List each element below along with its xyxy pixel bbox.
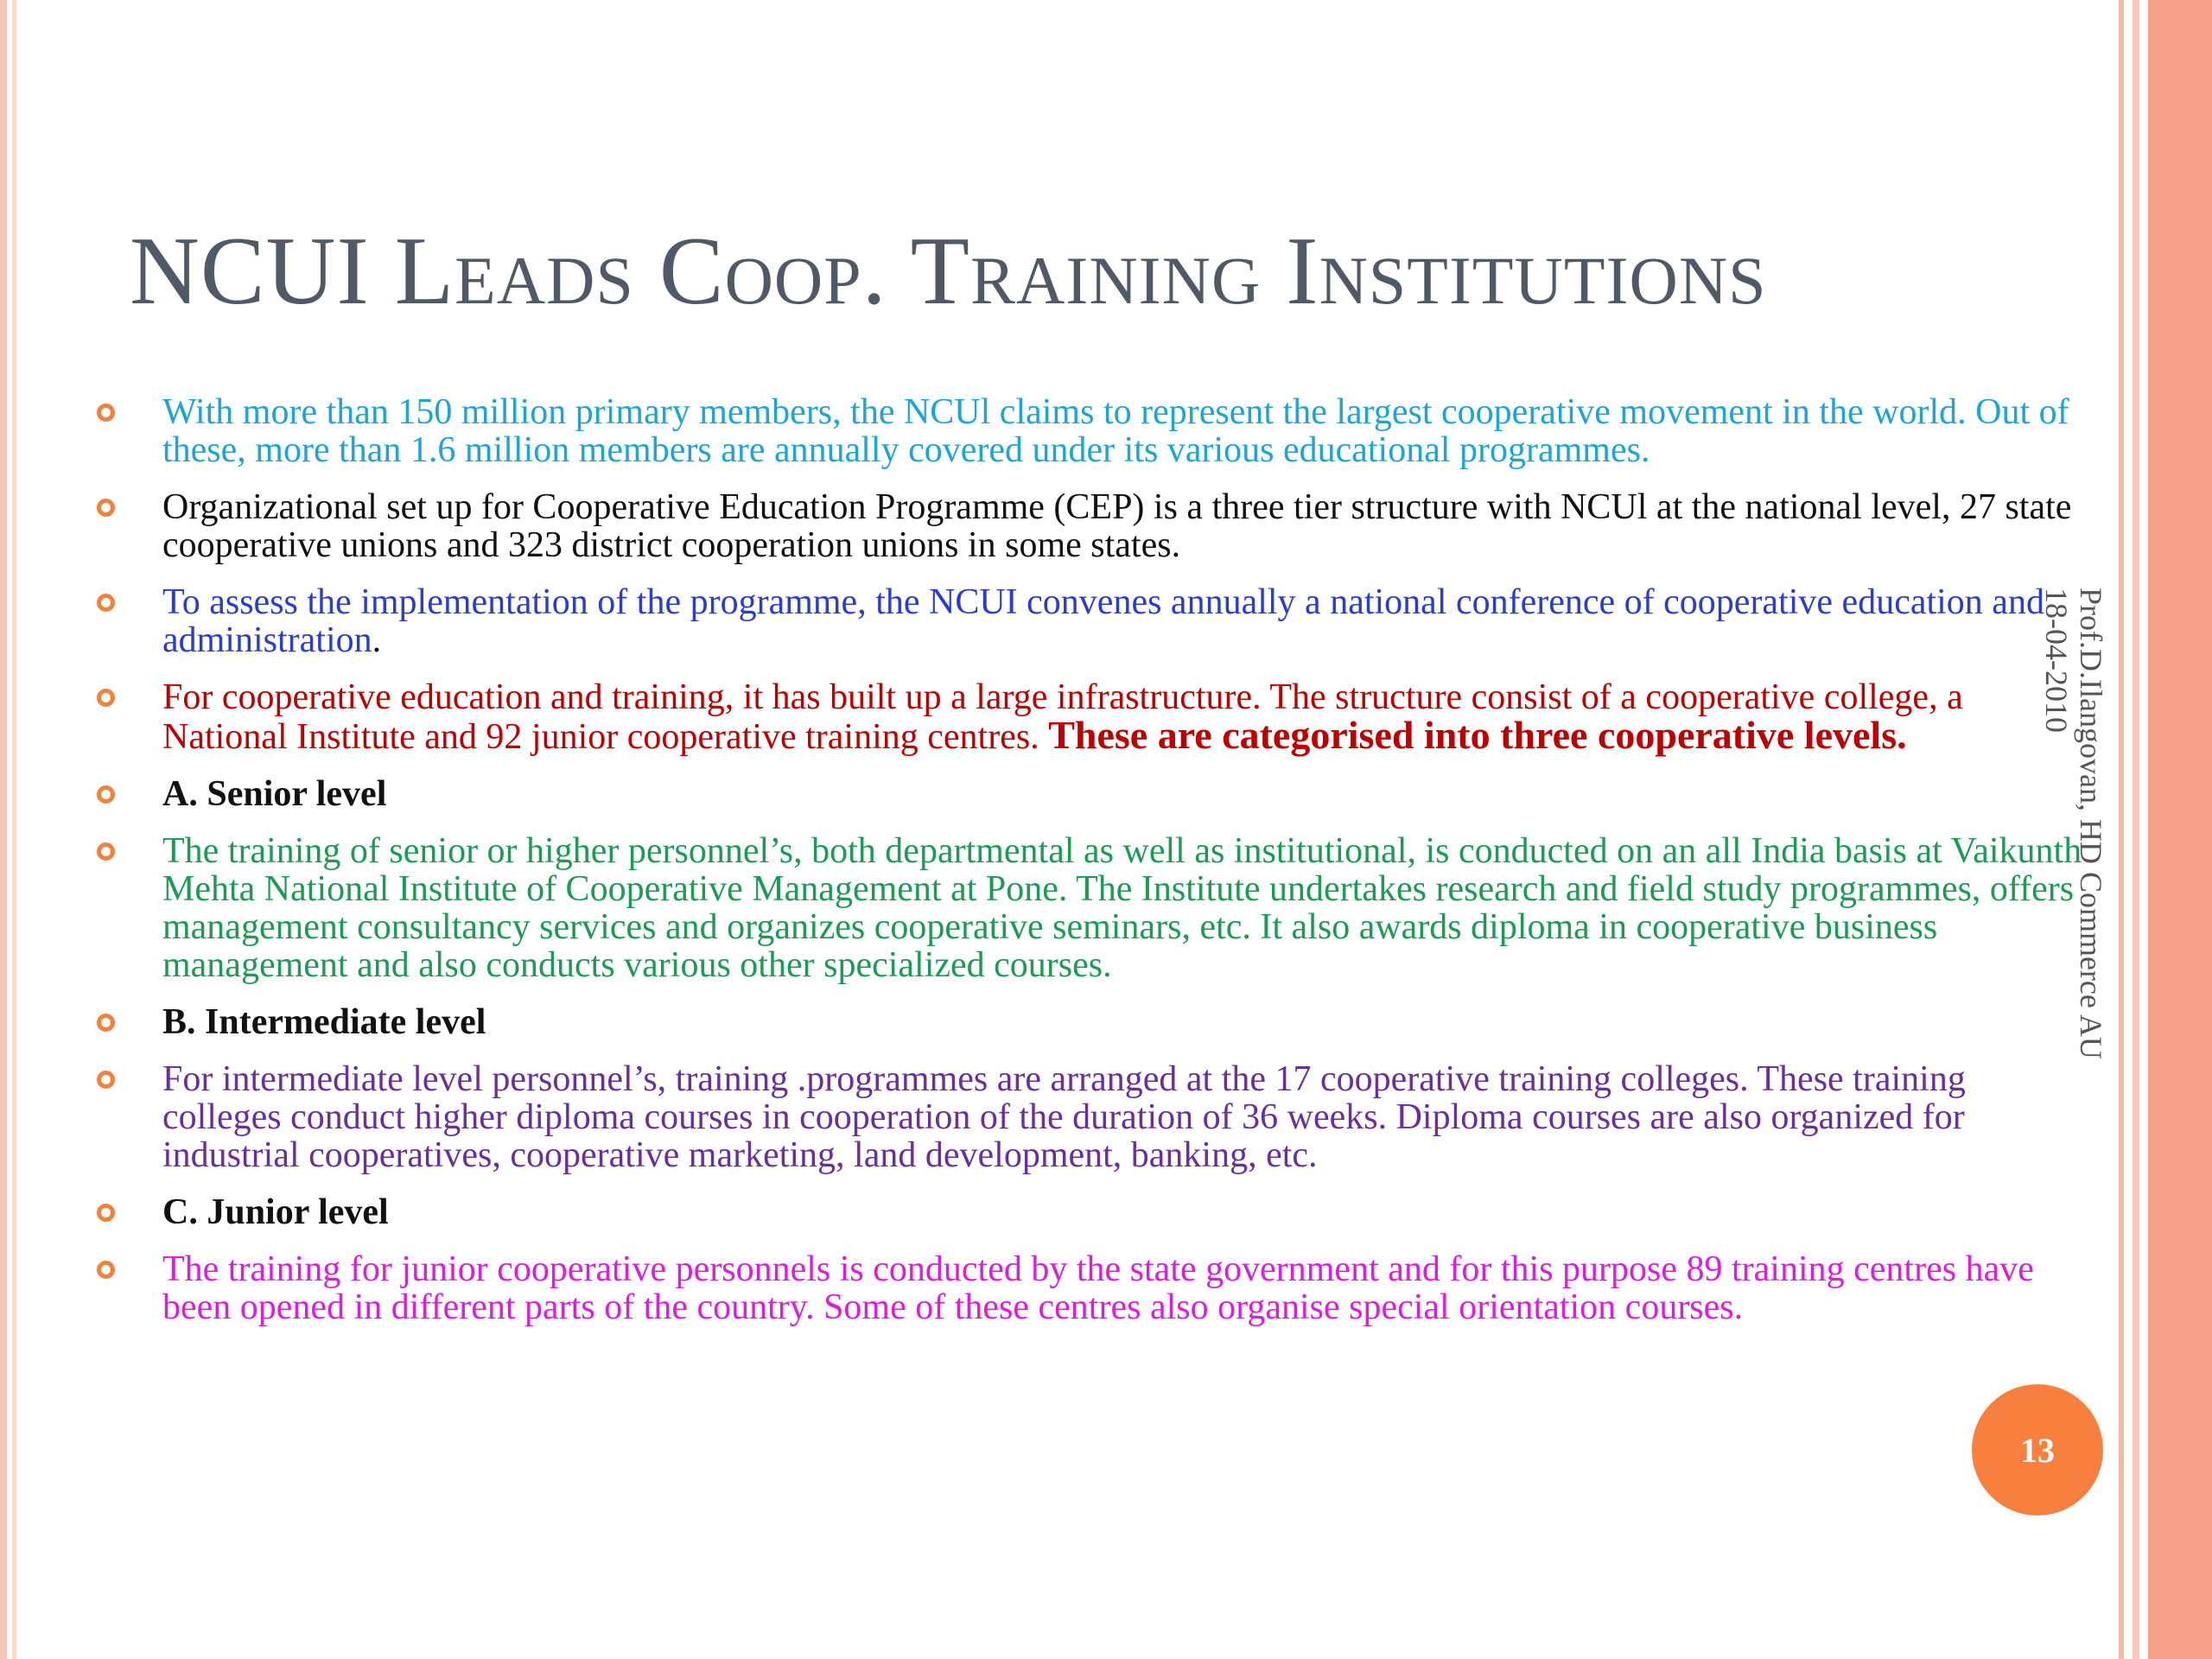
footer-vertical-text bbox=[2039, 588, 2108, 1279]
circle-bullet-icon bbox=[97, 1071, 115, 1089]
left-border-stripe bbox=[0, 0, 7, 1659]
list-item-heading bbox=[95, 1003, 2082, 1041]
item-text: For intermediate level personnel’s, training .programmes are arranged at the 17 cooperative training colleges. These training colleges conduct higher diploma courses in cooperation of the duration of 36 weeks. Diploma courses are also organized for industrial cooperatives, cooperative marketing, land development, banking, etc. bbox=[162, 1059, 1966, 1175]
section-heading-senior: A. Senior level bbox=[162, 774, 387, 814]
list-item bbox=[95, 1250, 2082, 1326]
item-text: The training of senior or higher personnel’s, both departmental as well as institutional, is conducted on an all India basis at Vaikunth Mehta National Institute of Cooperative Management at Pone. The Institute undertakes research and field study programmes, offers management consultancy services and organizes cooperative seminars, etc. It also awards diploma in cooperative business management and also conducts various other specialized courses. bbox=[162, 831, 2082, 985]
item-text: The training for junior cooperative personnels is conducted by the state government and for this purpose 89 training centres have been opened in different parts of the country. Some of these centres also organise special orientation courses. bbox=[162, 1249, 2034, 1327]
item-text: For cooperative education and training, it has built up a large infrastructure. The structure consist of a cooperative college, a National Institute and 92 junior cooperative training centres. bbox=[162, 677, 1963, 757]
slide-title: NCUI Leads Coop. Training Institutions bbox=[130, 218, 1767, 325]
list-item bbox=[95, 678, 2082, 756]
list-item bbox=[95, 832, 2082, 984]
list-item bbox=[95, 488, 2082, 564]
circle-bullet-icon bbox=[97, 1261, 115, 1279]
list-item-heading bbox=[95, 775, 2082, 813]
left-border-stripe-inner bbox=[12, 0, 16, 1659]
page-number-badge: 13 bbox=[1972, 1384, 2103, 1516]
circle-bullet-icon bbox=[97, 689, 115, 707]
list-item bbox=[95, 1060, 2082, 1174]
item-text-emphasis: These are categorised into three cooperative levels. bbox=[1048, 713, 1907, 757]
circle-bullet-icon bbox=[97, 1014, 115, 1032]
circle-bullet-icon bbox=[97, 785, 115, 804]
section-heading-intermediate: B. Intermediate level bbox=[162, 1002, 486, 1042]
circle-bullet-icon bbox=[97, 499, 115, 517]
circle-bullet-icon bbox=[97, 594, 115, 612]
right-border-band bbox=[2113, 0, 2212, 1659]
item-text: Organizational set up for Cooperative Education Programme (CEP) is a three tier structure with NCUl at the national level, 27 state cooperative unions and 323 district cooperation unions in some states. bbox=[162, 487, 2072, 565]
item-text: To assess the implementation of the programme, the NCUI convenes annually a national conference of cooperative education and administration bbox=[162, 582, 2044, 660]
circle-bullet-icon bbox=[97, 1204, 115, 1222]
footer-author: Prof.D.Ilangovan, HD Commerce AU bbox=[2074, 588, 2108, 1059]
list-item-heading bbox=[95, 1193, 2082, 1231]
circle-bullet-icon bbox=[97, 842, 115, 861]
section-heading-junior: C. Junior level bbox=[162, 1192, 389, 1232]
list-item bbox=[95, 583, 2082, 659]
bullet-list bbox=[95, 393, 2082, 1345]
item-text-suffix: . bbox=[372, 620, 382, 660]
list-item bbox=[95, 393, 2082, 469]
footer-date: 18-04-2010 bbox=[2039, 588, 2074, 733]
circle-bullet-icon bbox=[97, 404, 115, 422]
item-text: With more than 150 million primary members, the NCUl claims to represent the largest cooperative movement in the world. Out of these, more than 1.6 million members are annually covered under its various educational programmes. bbox=[162, 392, 2069, 470]
